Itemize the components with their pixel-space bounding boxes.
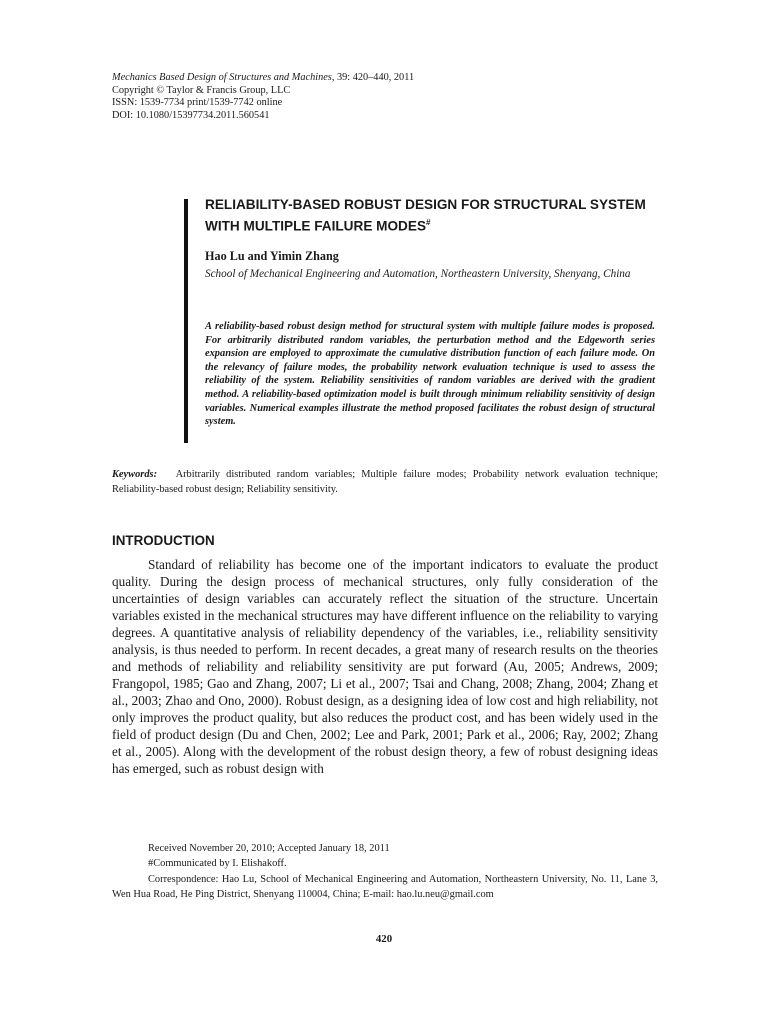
keywords-label: Keywords:	[112, 469, 158, 480]
journal-volume-pages: , 39: 420–440, 2011	[331, 72, 415, 83]
section-heading: INTRODUCTION	[112, 533, 215, 548]
footnote-communicated: #Communicated by I. Elishakoff.	[148, 858, 287, 870]
page-number: 420	[375, 933, 393, 945]
journal-issn: ISSN: 1539-7734 print/1539-7742 online	[112, 97, 283, 109]
journal-header	[112, 72, 414, 122]
footnote-correspondence: Correspondence: Hao Lu, School of Mechanical Engineering and Automation, Northeastern University, No. 11, Lane 3, Wen Hua Road, He Ping District, Shenyang 110004, China; E-mail: hao.lu.neu@gmail.com	[112, 873, 658, 900]
footnotes	[112, 841, 658, 902]
journal-citation	[112, 72, 414, 85]
article-abstract: A reliability-based robust design method for structural system with multiple failure modes is proposed. For arbitrarily distributed random variables, the perturbation method and the Edgeworth series expansion are employed to approximate the cumulative distribution function of each failure mode. On the relevancy of failure modes, the probability network evaluation technique is used to assess the reliability of the system. Reliability sensitivities of random variables are derived with the gradient method. A reliability-based optimization model is built through minimum reliability sensitivity of design variables. Numerical examples illustrate the method proposed facilitates the robust design of structural system.	[205, 321, 655, 428]
footnote-received: Received November 20, 2010; Accepted January 18, 2011	[148, 843, 390, 854]
article-authors: Hao Lu and Yimin Zhang	[205, 249, 339, 263]
journal-copyright: Copyright © Taylor & Francis Group, LLC	[112, 84, 291, 96]
keywords-text: Arbitrarily distributed random variables; Multiple failure modes; Probability network evaluation technique; Reliability-based robust design; Reliability sensitivity.	[112, 469, 659, 495]
title-footnote-mark: #	[426, 217, 431, 227]
journal-doi: DOI: 10.1080/15397734.2011.560541	[112, 109, 270, 121]
keywords	[112, 467, 658, 497]
article-title	[205, 196, 665, 235]
introduction-paragraph: Standard of reliability has become one of the important indicators to evaluate the product quality. During the design process of mechanical structures, only fully consideration of the uncertainties of design variables can accurately reflect the situation of the structure. Uncertain variables existed in the mechanical structures may have different influence on the reliability to varying degrees. A quantitative analysis of reliability dependency of the variables, i.e., reliability sensitivity analysis, is thus needed to perform. In recent decades, a great many of research results on the theories and methods of reliability and reliability sensitivity are put forward (Au, 2005; Andrews, 2009; Frangopol, 1985; Gao and Zhang, 2007; Li et al., 2007; Tsai and Chang, 2008; Zhang, 2004; Zhang et al., 2003; Zhao and Ono, 2000). Robust design, as a designing idea of low cost and high reliability, not only improves the product quality, but also reduces the product cost, and has been widely used in the field of product design (Du and Chen, 2002; Lee and Park, 2001; Park et al., 2006; Ray, 2002; Zhang et al., 2005). Along with the development of the robust design theory, a few of robust designing ideas has emerged, such as robust design with	[112, 557, 658, 776]
article-title-text: RELIABILITY-BASED ROBUST DESIGN FOR STRUCTURAL SYSTEM WITH MULTIPLE FAILURE MODES	[205, 197, 646, 234]
introduction-body	[112, 556, 658, 777]
journal-name: Mechanics Based Design of Structures and Machines	[112, 72, 332, 83]
author-affiliation: School of Mechanical Engineering and Automation, Northeastern University, Shenyang, China	[205, 268, 631, 280]
title-side-bar	[184, 199, 188, 443]
